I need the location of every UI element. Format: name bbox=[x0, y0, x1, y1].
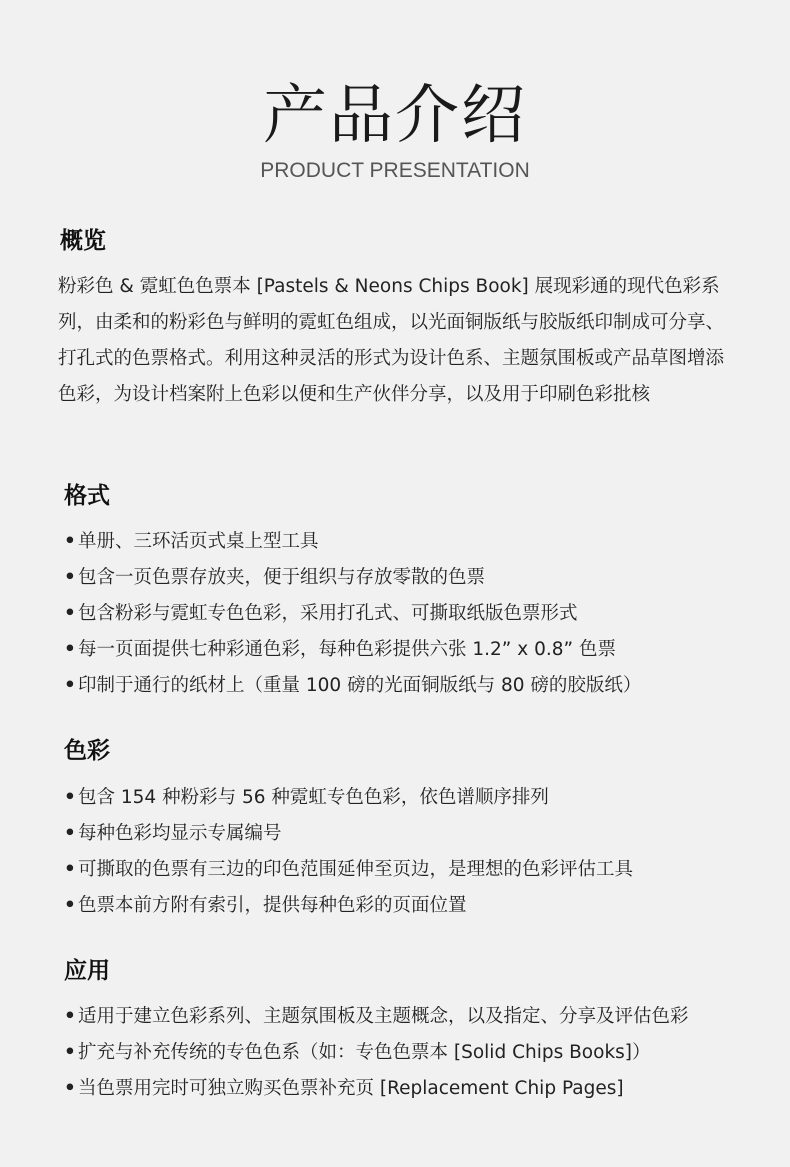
list-item bbox=[64, 1035, 689, 1071]
list-item-text: 包含 154 种粉彩与 56 种霓虹专色色彩，依色谱顺序排列 bbox=[78, 787, 549, 808]
list-item-text: 单册、三环活页式桌上型工具 bbox=[78, 531, 319, 552]
bullet-icon: • bbox=[64, 1006, 76, 1027]
bullet-icon: • bbox=[64, 1078, 76, 1099]
overview-heading: 概览 bbox=[60, 228, 106, 254]
list-item bbox=[64, 888, 633, 924]
list-item-text: 当色票用完时可独立购买色票补充页 [Replacement Chip Pages] bbox=[78, 1078, 624, 1099]
bullet-icon: • bbox=[64, 895, 76, 916]
list-item bbox=[64, 596, 641, 632]
overview-paragraph: 粉彩色 & 霓虹色色票本 [Pastels & Neons Chips Book] 展现彩通的现代色彩系列，由柔和的粉彩色与鲜明的霓虹色组成，以光面铜版纸与胶版纸印制成可分享、打孔式的色票格式。利用这种灵活的形式为设计色系、主题氛围板或产品草图增添色彩，为设计档案附上色彩以便和生产伙伴分享，以及用于印刷色彩批核 bbox=[58, 276, 725, 405]
colors-list bbox=[64, 780, 633, 924]
application-heading: 应用 bbox=[64, 958, 110, 984]
bullet-icon: • bbox=[64, 639, 76, 660]
bullet-icon: • bbox=[64, 859, 76, 880]
bullet-icon: • bbox=[64, 1042, 76, 1063]
list-item bbox=[64, 852, 633, 888]
list-item-text: 扩充与补充传统的专色色系（如：专色色票本 [Solid Chips Books]） bbox=[78, 1042, 651, 1063]
page-header bbox=[0, 78, 790, 184]
list-item bbox=[64, 999, 689, 1035]
bullet-icon: • bbox=[64, 787, 76, 808]
page-title: 产品介绍 bbox=[263, 79, 527, 153]
format-heading: 格式 bbox=[64, 483, 110, 509]
list-item bbox=[64, 816, 633, 852]
list-item bbox=[64, 1071, 689, 1107]
format-list bbox=[64, 524, 641, 704]
bullet-icon: • bbox=[64, 567, 76, 588]
colors-heading: 色彩 bbox=[64, 738, 110, 764]
list-item-text: 每种色彩均显示专属编号 bbox=[78, 823, 282, 844]
list-item-text: 印制于通行的纸材上（重量 100 磅的光面铜版纸与 80 磅的胶版纸） bbox=[78, 675, 642, 696]
list-item-text: 色票本前方附有索引，提供每种色彩的页面位置 bbox=[78, 895, 467, 916]
bullet-icon: • bbox=[64, 675, 76, 696]
list-item bbox=[64, 668, 641, 704]
page-subtitle: PRODUCT PRESENTATION bbox=[260, 159, 530, 182]
list-item-text: 适用于建立色彩系列、主题氛围板及主题概念，以及指定、分享及评估色彩 bbox=[78, 1006, 689, 1027]
list-item-text: 每一页面提供七种彩通色彩，每种色彩提供六张 1.2” x 0.8” 色票 bbox=[78, 639, 616, 660]
list-item-text: 包含一页色票存放夹，便于组织与存放零散的色票 bbox=[78, 567, 486, 588]
list-item bbox=[64, 524, 641, 560]
list-item bbox=[64, 780, 633, 816]
list-item-text: 可撕取的色票有三边的印色范围延伸至页边，是理想的色彩评估工具 bbox=[78, 859, 634, 880]
application-list bbox=[64, 999, 689, 1107]
bullet-icon: • bbox=[64, 603, 76, 624]
list-item bbox=[64, 632, 641, 668]
list-item-text: 包含粉彩与霓虹专色色彩，采用打孔式、可撕取纸版色票形式 bbox=[78, 603, 578, 624]
bullet-icon: • bbox=[64, 531, 76, 552]
list-item bbox=[64, 560, 641, 596]
bullet-icon: • bbox=[64, 823, 76, 844]
